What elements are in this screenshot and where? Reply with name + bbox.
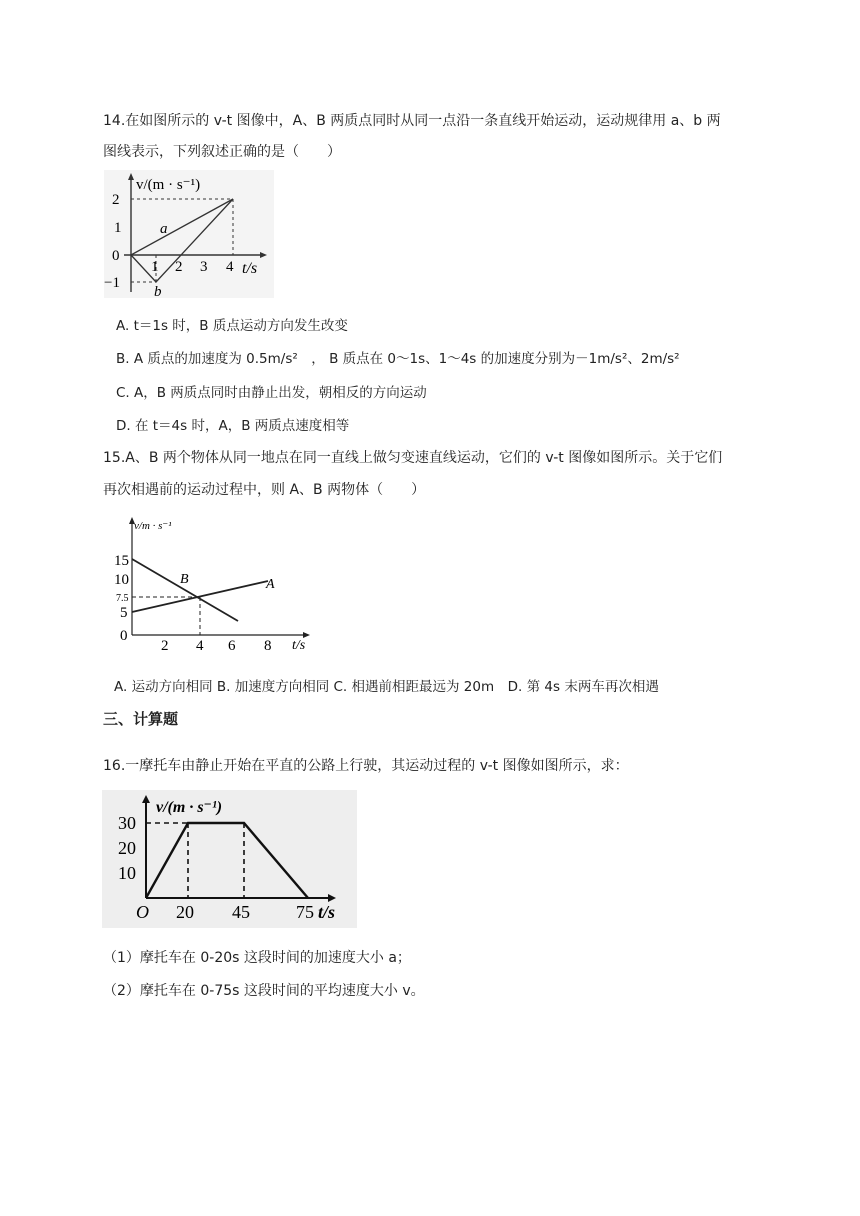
x-tick-4: 4 — [226, 259, 234, 275]
x-tick-8: 8 — [264, 638, 272, 654]
x-tick-20: 20 — [176, 902, 194, 922]
q15-options: A. 运动方向相同 B. 加速度方向相同 C. 相遇前相距最远为 20m D. 第 4s 末两车再次相遇 — [114, 679, 659, 695]
q14-option-c: C. A，B 两质点同时由静止出发，朝相反的方向运动 — [116, 385, 427, 401]
q16-sub1: （1）摩托车在 0-20s 这段时间的加速度大小 a； — [103, 950, 411, 966]
y-axis-label: v/(m · s⁻¹) — [136, 177, 201, 193]
x-tick-2: 2 — [175, 259, 183, 275]
y-tick-20: 20 — [118, 838, 136, 858]
q14-stem-line1: 14.在如图所示的 v-t 图像中，A、B 两质点同时从同一点沿一条直线开始运动，运动规律用 a、b 两 — [103, 113, 721, 129]
line-B — [132, 559, 238, 621]
q14-option-d: D. 在 t＝4s 时，A，B 两质点速度相等 — [116, 418, 350, 434]
x-tick-1: 1 — [151, 259, 159, 275]
q16-vt-graph — [102, 790, 357, 928]
q15-vt-graph — [110, 515, 320, 657]
q16-stem: 16.一摩托车由静止开始在平直的公路上行驶，其运动过程的 v-t 图像如图所示，求： — [103, 758, 629, 774]
x-axis-label: t/s — [242, 260, 258, 277]
origin-label: O — [136, 902, 149, 922]
y-tick-neg1: −1 — [104, 275, 120, 291]
line-A-label: A — [266, 577, 275, 592]
q15-stem-line2: 再次相遇前的运动过程中，则 A、B 两物体（ ） — [103, 482, 426, 498]
y-tick-0: 0 — [120, 628, 128, 644]
y-tick-15: 15 — [114, 553, 129, 569]
y-tick-0: 0 — [112, 248, 120, 264]
line-a-label: a — [160, 221, 168, 237]
q14-stem-line2: 图线表示，下列叙述正确的是（ ） — [103, 144, 341, 160]
x-tick-3: 3 — [200, 259, 208, 275]
y-tick-10: 10 — [118, 863, 136, 883]
section-title: 三、计算题 — [103, 710, 179, 728]
y-tick-30: 30 — [118, 813, 136, 833]
y-tick-2: 2 — [112, 192, 120, 208]
y-tick-5: 5 — [120, 605, 128, 621]
y-tick-10: 10 — [114, 572, 129, 588]
x-tick-75: 75 — [296, 902, 314, 922]
y-axis-label: v/m · s⁻¹ — [134, 520, 172, 532]
line-b-label: b — [154, 284, 162, 298]
q15-stem-line1: 15.A、B 两个物体从同一地点在同一直线上做匀变速直线运动，它们的 v-t 图像如图所示。关于它们 — [103, 450, 723, 466]
y-tick-1: 1 — [114, 220, 122, 236]
q14-option-a: A. t＝1s 时，B 质点运动方向发生改变 — [116, 318, 348, 334]
x-tick-4: 4 — [196, 638, 204, 654]
x-axis-label: t/s — [292, 638, 306, 653]
x-tick-6: 6 — [228, 638, 236, 654]
q14-option-b: B. A 质点的加速度为 0.5m/s² ， B 质点在 0～1s、1～4s 的加速度分别为－1m/s²、2m/s² — [116, 351, 680, 367]
line-B-label: B — [180, 572, 189, 587]
x-axis-label: t/s — [318, 902, 336, 922]
y-tick-7.5: 7.5 — [116, 593, 129, 604]
q16-sub2: （2）摩托车在 0-75s 这段时间的平均速度大小 v。 — [103, 983, 425, 999]
x-tick-2: 2 — [161, 638, 169, 654]
x-tick-45: 45 — [232, 902, 250, 922]
y-axis-label: v/(m · s⁻¹) — [156, 799, 223, 816]
q14-vt-graph — [104, 170, 274, 298]
